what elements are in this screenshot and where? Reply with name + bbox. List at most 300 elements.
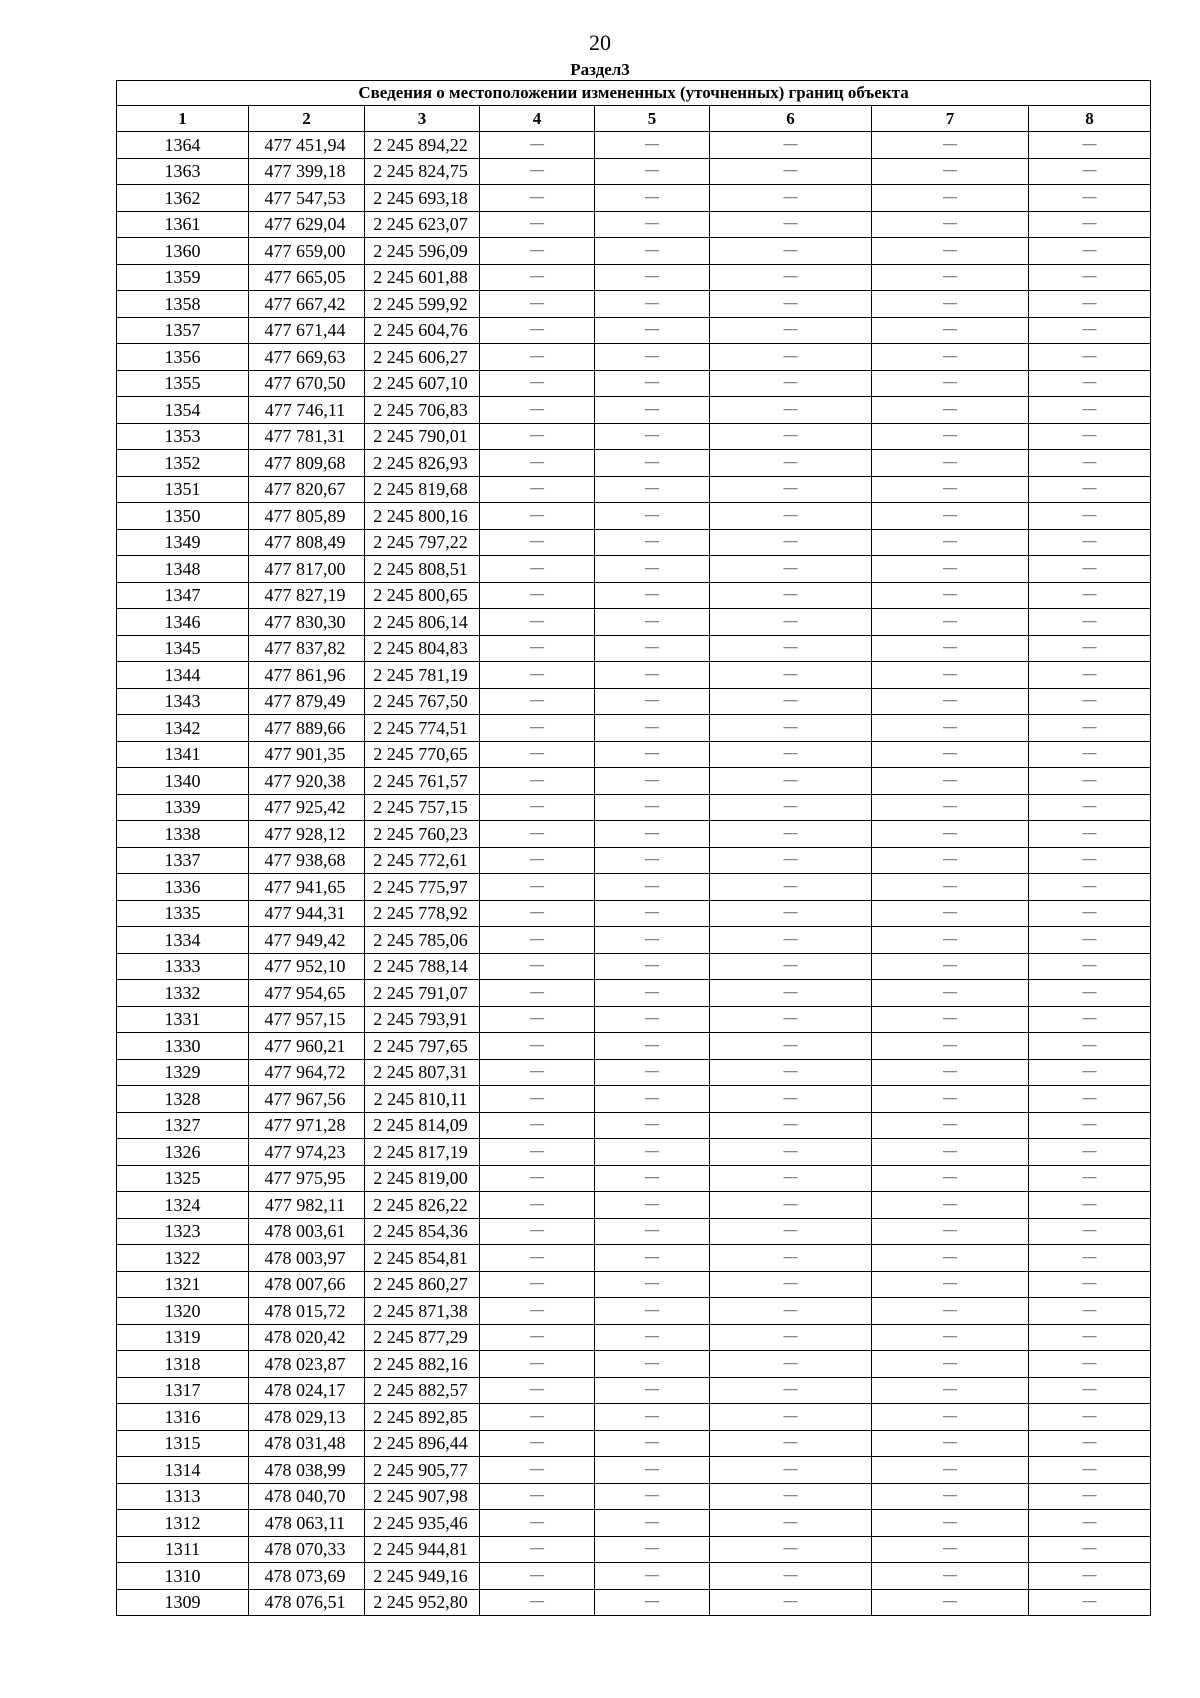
empty-mark-cell: — [595,1139,710,1166]
empty-mark-cell: — [595,556,710,583]
empty-mark-cell: — [595,741,710,768]
y-coordinate-cell: 2 245 894,22 [365,132,480,159]
empty-mark-cell: — [1029,1059,1151,1086]
empty-mark-cell: — [710,609,872,636]
table-row [117,847,1151,874]
empty-mark-cell: — [710,1404,872,1431]
point-number-cell: 1364 [117,132,249,159]
x-coordinate-cell: 477 952,10 [249,953,365,980]
empty-mark-cell: — [1029,1457,1151,1484]
empty-mark-cell: — [1029,1271,1151,1298]
empty-mark-cell: — [872,450,1029,477]
empty-mark-cell: — [480,980,595,1007]
y-coordinate-cell: 2 245 790,01 [365,423,480,450]
table-row [117,1377,1151,1404]
point-number-cell: 1345 [117,635,249,662]
empty-mark-cell: — [480,556,595,583]
y-coordinate-cell: 2 245 757,15 [365,794,480,821]
table-row [117,317,1151,344]
empty-mark-cell: — [1029,662,1151,689]
y-coordinate-cell: 2 245 905,77 [365,1457,480,1484]
y-coordinate-cell: 2 245 797,22 [365,529,480,556]
empty-mark-cell: — [595,1245,710,1272]
x-coordinate-cell: 477 746,11 [249,397,365,424]
y-coordinate-cell: 2 245 907,98 [365,1483,480,1510]
table-row [117,1536,1151,1563]
x-coordinate-cell: 477 830,30 [249,609,365,636]
table-row [117,344,1151,371]
empty-mark-cell: — [1029,1589,1151,1616]
x-coordinate-cell: 477 781,31 [249,423,365,450]
empty-mark-cell: — [480,529,595,556]
x-coordinate-cell: 477 809,68 [249,450,365,477]
empty-mark-cell: — [872,238,1029,265]
empty-mark-cell: — [480,1404,595,1431]
empty-mark-cell: — [480,1351,595,1378]
empty-mark-cell: — [710,1059,872,1086]
empty-mark-cell: — [710,370,872,397]
column-header-4: 4 [480,106,595,132]
y-coordinate-cell: 2 245 824,75 [365,158,480,185]
empty-mark-cell: — [480,1245,595,1272]
empty-mark-cell: — [480,688,595,715]
y-coordinate-cell: 2 245 601,88 [365,264,480,291]
empty-mark-cell: — [710,953,872,980]
column-header-7: 7 [872,106,1029,132]
empty-mark-cell: — [595,847,710,874]
empty-mark-cell: — [480,741,595,768]
empty-mark-cell: — [480,1006,595,1033]
empty-mark-cell: — [595,1404,710,1431]
empty-mark-cell: — [872,1324,1029,1351]
y-coordinate-cell: 2 245 800,16 [365,503,480,530]
empty-mark-cell: — [595,397,710,424]
point-number-cell: 1341 [117,741,249,768]
x-coordinate-cell: 478 020,42 [249,1324,365,1351]
empty-mark-cell: — [710,1377,872,1404]
empty-mark-cell: — [1029,1430,1151,1457]
x-coordinate-cell: 478 029,13 [249,1404,365,1431]
empty-mark-cell: — [595,476,710,503]
x-coordinate-cell: 477 669,63 [249,344,365,371]
point-number-cell: 1347 [117,582,249,609]
point-number-cell: 1363 [117,158,249,185]
empty-mark-cell: — [872,1006,1029,1033]
empty-mark-cell: — [595,1006,710,1033]
y-coordinate-cell: 2 245 599,92 [365,291,480,318]
x-coordinate-cell: 477 954,65 [249,980,365,1007]
empty-mark-cell: — [1029,1298,1151,1325]
empty-mark-cell: — [872,1139,1029,1166]
point-number-cell: 1351 [117,476,249,503]
empty-mark-cell: — [1029,1112,1151,1139]
x-coordinate-cell: 478 038,99 [249,1457,365,1484]
table-title: Сведения о местоположении измененных (уточненных) границ объекта [117,81,1151,106]
empty-mark-cell: — [872,1404,1029,1431]
table-row [117,1033,1151,1060]
point-number-cell: 1316 [117,1404,249,1431]
empty-mark-cell: — [595,344,710,371]
empty-mark-cell: — [1029,1324,1151,1351]
table-row [117,1059,1151,1086]
empty-mark-cell: — [595,953,710,980]
point-number-cell: 1352 [117,450,249,477]
empty-mark-cell: — [710,1033,872,1060]
empty-mark-cell: — [595,794,710,821]
empty-mark-cell: — [710,1563,872,1590]
empty-mark-cell: — [1029,185,1151,212]
y-coordinate-cell: 2 245 760,23 [365,821,480,848]
point-number-cell: 1332 [117,980,249,1007]
empty-mark-cell: — [872,423,1029,450]
table-row [117,1404,1151,1431]
empty-mark-cell: — [480,1324,595,1351]
x-coordinate-cell: 478 003,61 [249,1218,365,1245]
empty-mark-cell: — [595,1483,710,1510]
empty-mark-cell: — [710,1006,872,1033]
empty-mark-cell: — [595,317,710,344]
empty-mark-cell: — [872,370,1029,397]
x-coordinate-cell: 477 837,82 [249,635,365,662]
y-coordinate-cell: 2 245 693,18 [365,185,480,212]
empty-mark-cell: — [710,1536,872,1563]
empty-mark-cell: — [480,1457,595,1484]
x-coordinate-cell: 477 920,38 [249,768,365,795]
empty-mark-cell: — [710,1271,872,1298]
empty-mark-cell: — [872,503,1029,530]
empty-mark-cell: — [595,1430,710,1457]
empty-mark-cell: — [710,450,872,477]
empty-mark-cell: — [1029,1351,1151,1378]
empty-mark-cell: — [480,1086,595,1113]
x-coordinate-cell: 478 031,48 [249,1430,365,1457]
table-row [117,423,1151,450]
empty-mark-cell: — [872,1563,1029,1590]
empty-mark-cell: — [1029,1192,1151,1219]
x-coordinate-cell: 477 901,35 [249,741,365,768]
empty-mark-cell: — [872,1483,1029,1510]
empty-mark-cell: — [480,1059,595,1086]
x-coordinate-cell: 478 063,11 [249,1510,365,1537]
empty-mark-cell: — [595,609,710,636]
empty-mark-cell: — [872,715,1029,742]
empty-mark-cell: — [1029,344,1151,371]
empty-mark-cell: — [872,529,1029,556]
empty-mark-cell: — [710,397,872,424]
table-row [117,1563,1151,1590]
empty-mark-cell: — [872,927,1029,954]
point-number-cell: 1355 [117,370,249,397]
empty-mark-cell: — [480,317,595,344]
point-number-cell: 1344 [117,662,249,689]
y-coordinate-cell: 2 245 623,07 [365,211,480,238]
empty-mark-cell: — [480,1165,595,1192]
point-number-cell: 1342 [117,715,249,742]
empty-mark-cell: — [595,1351,710,1378]
empty-mark-cell: — [480,1192,595,1219]
empty-mark-cell: — [872,1536,1029,1563]
empty-mark-cell: — [480,450,595,477]
empty-mark-cell: — [710,1192,872,1219]
empty-mark-cell: — [595,158,710,185]
empty-mark-cell: — [710,1218,872,1245]
empty-mark-cell: — [595,688,710,715]
table-row [117,1483,1151,1510]
empty-mark-cell: — [1029,211,1151,238]
empty-mark-cell: — [595,1165,710,1192]
y-coordinate-cell: 2 245 793,91 [365,1006,480,1033]
x-coordinate-cell: 478 023,87 [249,1351,365,1378]
empty-mark-cell: — [595,980,710,1007]
empty-mark-cell: — [1029,794,1151,821]
empty-mark-cell: — [1029,953,1151,980]
empty-mark-cell: — [595,1377,710,1404]
point-number-cell: 1338 [117,821,249,848]
empty-mark-cell: — [595,1324,710,1351]
empty-mark-cell: — [480,185,595,212]
point-number-cell: 1309 [117,1589,249,1616]
empty-mark-cell: — [595,370,710,397]
table-row [117,980,1151,1007]
empty-mark-cell: — [710,344,872,371]
empty-mark-cell: — [595,1536,710,1563]
empty-mark-cell: — [1029,503,1151,530]
empty-mark-cell: — [595,503,710,530]
empty-mark-cell: — [710,1457,872,1484]
empty-mark-cell: — [595,768,710,795]
empty-mark-cell: — [480,874,595,901]
table-row [117,1165,1151,1192]
table-row [117,715,1151,742]
empty-mark-cell: — [595,1457,710,1484]
empty-mark-cell: — [1029,1086,1151,1113]
point-number-cell: 1312 [117,1510,249,1537]
empty-mark-cell: — [480,238,595,265]
table-row [117,900,1151,927]
y-coordinate-cell: 2 245 819,00 [365,1165,480,1192]
empty-mark-cell: — [872,1165,1029,1192]
point-number-cell: 1310 [117,1563,249,1590]
empty-mark-cell: — [480,1139,595,1166]
empty-mark-cell: — [1029,158,1151,185]
empty-mark-cell: — [710,1510,872,1537]
x-coordinate-cell: 477 451,94 [249,132,365,159]
x-coordinate-cell: 477 971,28 [249,1112,365,1139]
empty-mark-cell: — [710,1351,872,1378]
y-coordinate-cell: 2 245 775,97 [365,874,480,901]
x-coordinate-cell: 477 817,00 [249,556,365,583]
y-coordinate-cell: 2 245 877,29 [365,1324,480,1351]
y-coordinate-cell: 2 245 892,85 [365,1404,480,1431]
x-coordinate-cell: 477 879,49 [249,688,365,715]
y-coordinate-cell: 2 245 761,57 [365,768,480,795]
empty-mark-cell: — [872,1457,1029,1484]
x-coordinate-cell: 478 076,51 [249,1589,365,1616]
empty-mark-cell: — [710,1086,872,1113]
y-coordinate-cell: 2 245 804,83 [365,635,480,662]
empty-mark-cell: — [595,1218,710,1245]
x-coordinate-cell: 477 670,50 [249,370,365,397]
empty-mark-cell: — [872,821,1029,848]
point-number-cell: 1334 [117,927,249,954]
empty-mark-cell: — [480,768,595,795]
empty-mark-cell: — [710,238,872,265]
empty-mark-cell: — [1029,582,1151,609]
empty-mark-cell: — [595,211,710,238]
table-row [117,476,1151,503]
empty-mark-cell: — [710,900,872,927]
empty-mark-cell: — [595,1271,710,1298]
empty-mark-cell: — [480,1563,595,1590]
column-header-5: 5 [595,106,710,132]
empty-mark-cell: — [710,662,872,689]
point-number-cell: 1360 [117,238,249,265]
table-row [117,582,1151,609]
empty-mark-cell: — [1029,423,1151,450]
table-row [117,1086,1151,1113]
y-coordinate-cell: 2 245 871,38 [365,1298,480,1325]
y-coordinate-cell: 2 245 778,92 [365,900,480,927]
x-coordinate-cell: 477 889,66 [249,715,365,742]
empty-mark-cell: — [1029,556,1151,583]
empty-mark-cell: — [710,688,872,715]
x-coordinate-cell: 477 938,68 [249,847,365,874]
table-row [117,1510,1151,1537]
y-coordinate-cell: 2 245 826,93 [365,450,480,477]
empty-mark-cell: — [710,556,872,583]
empty-mark-cell: — [710,291,872,318]
empty-mark-cell: — [480,953,595,980]
empty-mark-cell: — [595,1033,710,1060]
x-coordinate-cell: 477 659,00 [249,238,365,265]
point-number-cell: 1329 [117,1059,249,1086]
empty-mark-cell: — [1029,264,1151,291]
empty-mark-cell: — [872,847,1029,874]
empty-mark-cell: — [480,158,595,185]
x-coordinate-cell: 478 007,66 [249,1271,365,1298]
column-header-2: 2 [249,106,365,132]
point-number-cell: 1315 [117,1430,249,1457]
table-row [117,264,1151,291]
empty-mark-cell: — [872,211,1029,238]
x-coordinate-cell: 477 399,18 [249,158,365,185]
empty-mark-cell: — [1029,635,1151,662]
table-row [117,1298,1151,1325]
empty-mark-cell: — [710,476,872,503]
empty-mark-cell: — [595,1112,710,1139]
empty-mark-cell: — [1029,1218,1151,1245]
empty-mark-cell: — [872,953,1029,980]
x-coordinate-cell: 477 928,12 [249,821,365,848]
empty-mark-cell: — [595,291,710,318]
y-coordinate-cell: 2 245 767,50 [365,688,480,715]
column-header-1: 1 [117,106,249,132]
y-coordinate-cell: 2 245 604,76 [365,317,480,344]
y-coordinate-cell: 2 245 807,31 [365,1059,480,1086]
x-coordinate-cell: 477 629,04 [249,211,365,238]
empty-mark-cell: — [872,1510,1029,1537]
table-row [117,158,1151,185]
empty-mark-cell: — [872,794,1029,821]
table-row [117,211,1151,238]
empty-mark-cell: — [710,635,872,662]
empty-mark-cell: — [1029,847,1151,874]
empty-mark-cell: — [480,1271,595,1298]
point-number-cell: 1325 [117,1165,249,1192]
empty-mark-cell: — [872,185,1029,212]
empty-mark-cell: — [1029,715,1151,742]
column-header-8: 8 [1029,106,1151,132]
table-row [117,556,1151,583]
empty-mark-cell: — [595,635,710,662]
y-coordinate-cell: 2 245 952,80 [365,1589,480,1616]
point-number-cell: 1317 [117,1377,249,1404]
table-row [117,1245,1151,1272]
empty-mark-cell: — [710,317,872,344]
empty-mark-cell: — [872,1192,1029,1219]
point-number-cell: 1361 [117,211,249,238]
y-coordinate-cell: 2 245 882,57 [365,1377,480,1404]
y-coordinate-cell: 2 245 810,11 [365,1086,480,1113]
point-number-cell: 1359 [117,264,249,291]
empty-mark-cell: — [872,741,1029,768]
y-coordinate-cell: 2 245 819,68 [365,476,480,503]
x-coordinate-cell: 478 073,69 [249,1563,365,1590]
x-coordinate-cell: 478 040,70 [249,1483,365,1510]
x-coordinate-cell: 477 861,96 [249,662,365,689]
boundary-coordinates-table [116,80,1151,1616]
point-number-cell: 1311 [117,1536,249,1563]
empty-mark-cell: — [1029,1483,1151,1510]
empty-mark-cell: — [1029,1245,1151,1272]
empty-mark-cell: — [480,821,595,848]
table-row [117,370,1151,397]
y-coordinate-cell: 2 245 949,16 [365,1563,480,1590]
empty-mark-cell: — [710,132,872,159]
empty-mark-cell: — [1029,900,1151,927]
table-row [117,874,1151,901]
y-coordinate-cell: 2 245 781,19 [365,662,480,689]
y-coordinate-cell: 2 245 607,10 [365,370,480,397]
x-coordinate-cell: 477 820,67 [249,476,365,503]
table-row [117,927,1151,954]
empty-mark-cell: — [710,1589,872,1616]
empty-mark-cell: — [710,158,872,185]
point-number-cell: 1333 [117,953,249,980]
y-coordinate-cell: 2 245 706,83 [365,397,480,424]
point-number-cell: 1331 [117,1006,249,1033]
empty-mark-cell: — [872,1351,1029,1378]
y-coordinate-cell: 2 245 854,81 [365,1245,480,1272]
point-number-cell: 1354 [117,397,249,424]
point-number-cell: 1321 [117,1271,249,1298]
table-row [117,768,1151,795]
point-number-cell: 1339 [117,794,249,821]
point-number-cell: 1324 [117,1192,249,1219]
empty-mark-cell: — [872,635,1029,662]
table-row [117,1430,1151,1457]
empty-mark-cell: — [595,900,710,927]
empty-mark-cell: — [480,847,595,874]
empty-mark-cell: — [595,423,710,450]
empty-mark-cell: — [872,1245,1029,1272]
table-row [117,794,1151,821]
empty-mark-cell: — [710,768,872,795]
empty-mark-cell: — [872,397,1029,424]
empty-mark-cell: — [872,1059,1029,1086]
empty-mark-cell: — [595,1192,710,1219]
empty-mark-cell: — [480,503,595,530]
